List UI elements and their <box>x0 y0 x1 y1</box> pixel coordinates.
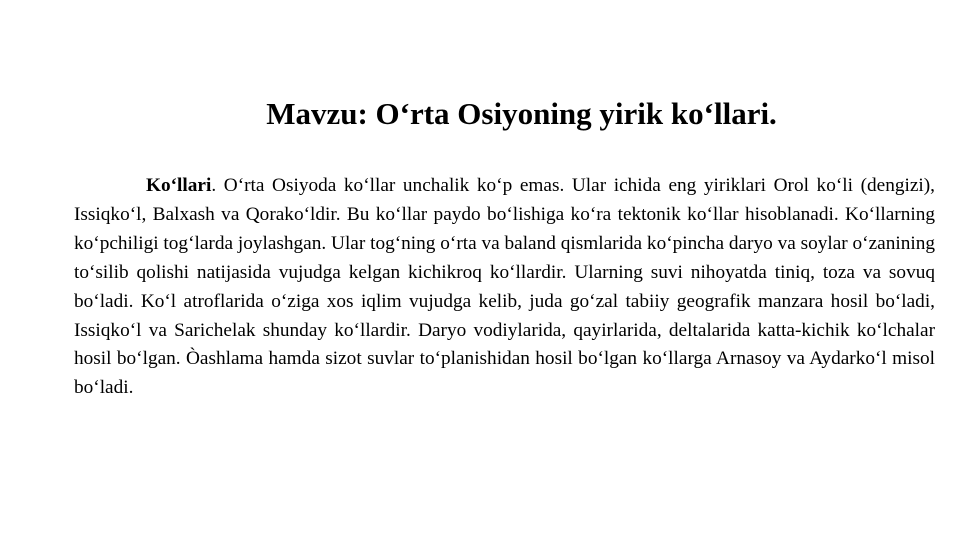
paragraph-text: . O‘rta Osiyoda ko‘llar unchalik ko‘p emas. Ular ichida eng yiriklari Orol ko‘li (dengizi), Issiqko‘l, Balxash va Qorako‘ldir. Bu ko‘llar paydo bo‘lishiga ko‘ra tektonik ko‘llar hisoblanadi. Ko‘llarning ko‘pchiligi tog‘larda joylashgan. Ular tog‘ning o‘rta va baland qismlarida ko‘pincha daryo va soylar o‘zanining to‘silib qolishi natijasida vujudga kelgan kichikroq ko‘llardir. Ularning suvi nihoyatda tiniq, toza va sovuq bo‘ladi. Ko‘l atroflarida o‘ziga xos iqlim vujudga kelib, juda go‘zal tabiiy geografik manzara hosil bo‘ladi, Issiqko‘l va Sarichelak shunday ko‘llardir. Daryo vodiylarida, qayirlarida, deltalarida katta-kichik ko‘lchalar hosil bo‘lgan. Òashlama hamda sizot suvlar to‘planishidan hosil bo‘lgan ko‘llarga Arnasoy va Aydarko‘l misol bo‘ladi. <box>74 175 935 399</box>
slide-title: Mavzu: O‘rta Osiyoning yirik ko‘llari. <box>266 96 777 131</box>
term-heading: Ko‘llari <box>146 175 212 196</box>
body-paragraph <box>74 172 935 403</box>
